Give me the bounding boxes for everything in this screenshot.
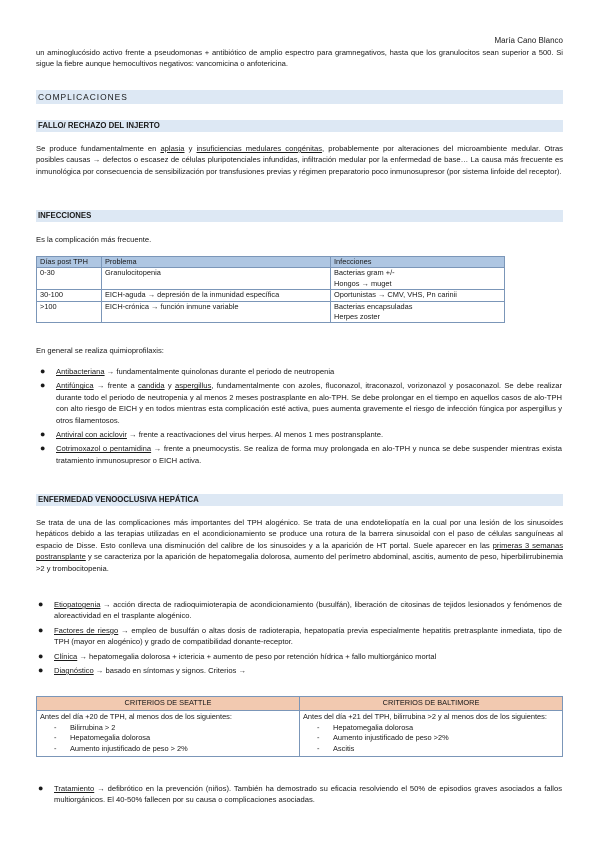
table-cell: Granulocitopenia	[102, 268, 331, 290]
table-row	[37, 290, 505, 301]
table-cell: Antes del día +20 de TPH, al menos dos de los siguientes: - Bilirrubina > 2 - Hepatomegalia dolorosa - Aumento injustificado de peso > 2%	[37, 710, 300, 756]
list-item: ● Tratamiento → defibrótico en la prevención (niños). También ha demostrado su eficacia resolviendo el 50% de episodios graves asociados a fallos multiorgánicos. El 40-50% fallecen por su causa o complicaciones asociadas.	[38, 783, 562, 805]
table-cell: Oportunistas → CMV, VHS, Pn carinii	[331, 290, 505, 301]
term-aplasia: aplasia	[160, 144, 185, 153]
profilaxis-list	[40, 366, 563, 466]
list-item: ● Antibacteriana → fundamentalmente quinolonas durante el periodo de neutropenia	[40, 366, 335, 376]
table-header-cell: CRITERIOS DE SEATTLE	[37, 697, 300, 711]
tratamiento-list	[38, 783, 562, 806]
table-row	[37, 710, 563, 756]
table-header-cell: Problema	[102, 257, 331, 268]
infecciones-table	[36, 256, 505, 323]
table-row	[37, 301, 505, 323]
table-header-row	[37, 697, 563, 711]
table-header-cell: Infecciones	[331, 257, 505, 268]
list-item: ● Antifúngica → frente a candida y aspergillus, fundamentalmente con azoles, fluconazol, itraconazol, vorizonazol y posaconazol. Se debe realizar durante todo el periodo de neutropenia y al menos 2 meses postrasplante en alo-TPH. Se debe prolongar en el tiempo en aquellos casos de alo-TPH con alto riesgo de EICH y en todos mientras esta complicación esté activa, pues aumenta gravemente el riesgo de infección fúngica por aspergillus y otros filamentosos.	[40, 380, 562, 425]
table-cell: Bacterias gram +/- Hongos → muget	[331, 268, 505, 290]
table-cell: >100	[37, 301, 102, 323]
table-cell: Bacterias encapsuladas Herpes zoster	[331, 301, 505, 323]
infecciones-lead: Es la complicación más frecuente.	[36, 235, 152, 244]
table-header-row	[37, 257, 505, 268]
criteria-table	[36, 696, 563, 757]
table-cell: EICH-crónica → función inmune variable	[102, 301, 331, 323]
list-item: ● Etiopatogenia → acción directa de radioquimioterapia de acondicionamiento (busulfán), liberación de citosinas de tejidos lesionados y fenómenos de aloreactividad en el trasplante alogénico.	[38, 599, 562, 621]
section-title-infecciones: INFECCIONES	[36, 210, 563, 222]
table-header-cell: CRITERIOS DE BALTIMORE	[300, 697, 563, 711]
table-cell: 30-100	[37, 290, 102, 301]
term-insuficiencias: insuficiencias medulares congénitas	[196, 144, 323, 153]
profilaxis-lead: En general se realiza quimioprofilaxis:	[36, 346, 164, 355]
section-title-fallo: FALLO/ RECHAZO DEL INJERTO	[36, 120, 563, 132]
table-row	[37, 268, 505, 290]
table-cell: EICH-aguda → depresión de la inmunidad específica	[102, 290, 331, 301]
venooclusiva-list	[38, 599, 563, 676]
fallo-paragraph: Se produce fundamentalmente en aplasia y insuficiencias medulares congénitas, probablemente por alteraciones del microambiente medular. Otras posibles causas → defectos o escasez de células pluripotenciales infundidas, infiltración medular por la enfermedad de base… La causa más frecuente es inmunológica por consecuencia de sensibilización por transfusiones previas y régimen preparatorio poco inmunosupresor (por sistema linfoide del receptor).	[36, 144, 563, 176]
intro-paragraph: un aminoglucósido activo frente a pseudomonas + antibiótico de amplio espectro para gramnegativos, hasta que los granulocitos sean superior a 500. Si sigue la fiebre aunque hemocultivos negativos: vancomicina o anfotericina.	[36, 48, 563, 69]
author-name: María Cano Blanco	[494, 36, 563, 45]
section-title-venooclusiva: ENFERMEDAD VENOOCLUSIVA HEPÁTICA	[36, 494, 563, 506]
list-item: ● Antiviral con aciclovir → frente a reactivaciones del virus herpes. Al menos 1 mes postransplante.	[40, 429, 384, 440]
list-item: ● Factores de riesgo → empleo de busulfán o altas dosis de radioterapia, hepatopatía previa especialmente hepatitis pretrasplante inmediata, tipo de TPH (mayor en alogénico) y grado de compatibilidad donante-receptor.	[38, 624, 563, 647]
table-cell: Antes del día +21 del TPH, bilirrubina >2 y al menos dos de los siguientes: - Hepatomegalia dolorosa - Aumento injustificado de peso >2% - Ascitis	[300, 710, 563, 756]
table-cell: 0-30	[37, 268, 102, 290]
list-item: ● Cotrimoxazol o pentamidina → frente a pneumocystis. Se realiza de forma muy prolongada en alo-TPH y nunca se debe suspender mientras exista tratamiento inmunosupresor o EICH activa.	[40, 443, 563, 465]
table-header-cell: Días post TPH	[37, 257, 102, 268]
section-title-complicaciones: COMPLICACIONES	[36, 90, 563, 104]
list-item: ● Clínica → hepatomegalia dolorosa + ictericia + aumento de peso por retención hídrica + fallo multiorgánico mortal	[38, 650, 437, 661]
list-item: ● Diagnóstico → basado en síntomas y signos. Criterios →	[38, 665, 247, 676]
venooclusiva-paragraph: Se trata de una de las complicaciones más importantes del TPH alogénico. Se trata de una endoteliopatía en la cual por una lesión de los sinusoides hepáticos debido a las terapias utilizadas en el acondicionamiento se produce una rotura de la barrera sinusoidal con el paso de células sanguíneas al espacio de Disse. Esto conlleva una disminución del calibre de los sinusoides y a la aparición de HT portal. Suele aparecer en las primeras 3 semanas postransplante y se caracteriza por la aparición de hepatomegalia dolorosa, aumento del perímetro abdominal, ascitis, aumento de peso, hiperbilirrubinemia >2 y trombocitopenia.	[36, 518, 563, 573]
